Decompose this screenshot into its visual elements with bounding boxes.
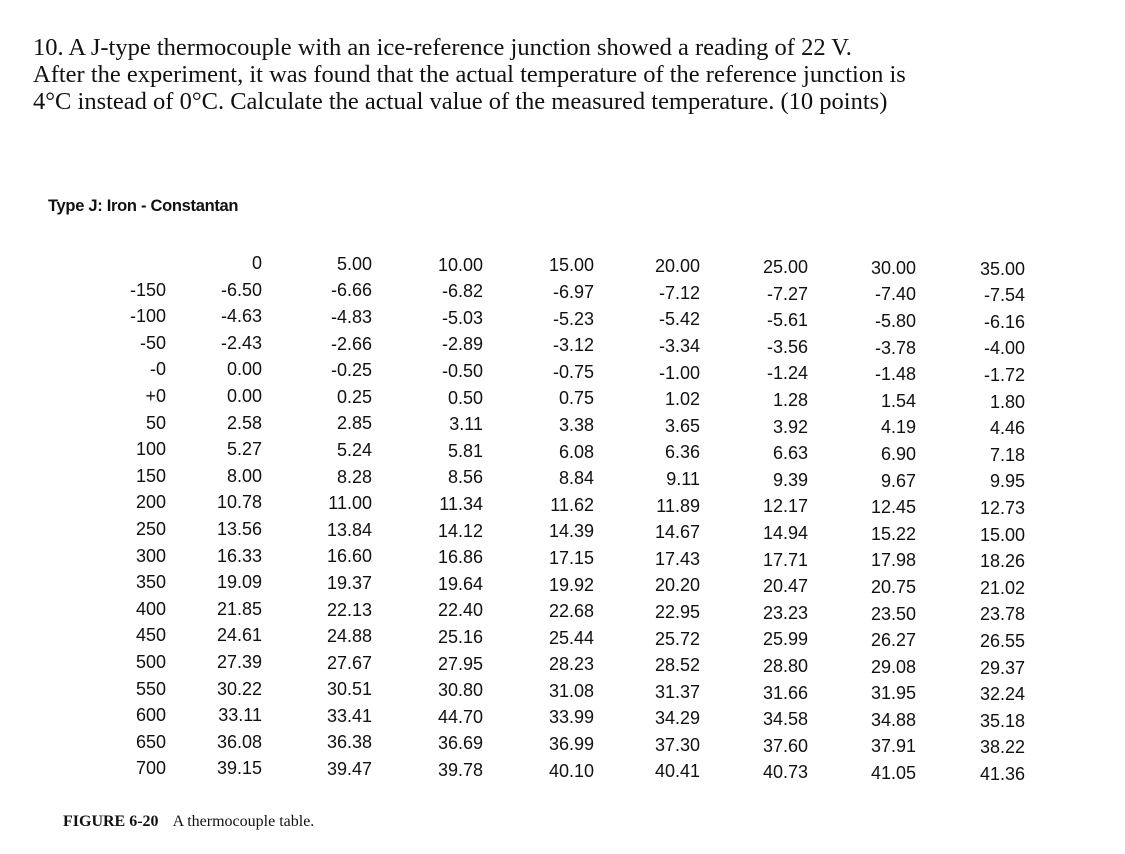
- table-cell: 36.69: [437, 733, 483, 754]
- table-row: [0, 386, 1125, 413]
- table-cell: 8.28: [336, 466, 372, 487]
- row-label: -50: [139, 332, 166, 353]
- table-cell: 31.95: [870, 683, 916, 704]
- table-cell: 31.08: [548, 680, 594, 701]
- table-row: [0, 758, 1125, 785]
- table-cell: 29.08: [870, 656, 916, 677]
- table-cell: 5.27: [226, 439, 262, 460]
- table-cell: 4.46: [989, 418, 1025, 439]
- table-cell: 23.78: [979, 604, 1025, 625]
- table-header-row: [0, 253, 1125, 280]
- table-cell: 35.18: [979, 710, 1025, 731]
- table-cell: 19.37: [326, 572, 372, 593]
- table-cell: 26.55: [979, 630, 1025, 651]
- table-cell: 12.17: [762, 496, 808, 517]
- table-cell: 4.19: [880, 417, 916, 438]
- table-cell: 11.34: [439, 493, 483, 514]
- row-label: -150: [129, 279, 166, 300]
- table-title: Type J: Iron - Constantan: [48, 197, 239, 215]
- table-cell: 31.66: [762, 682, 808, 703]
- table-row: [0, 679, 1125, 706]
- table-cell: 30.51: [326, 679, 372, 700]
- table-cell: 17.15: [548, 547, 594, 568]
- table-cell: -1.00: [658, 362, 700, 383]
- table-cell: 32.24: [979, 684, 1025, 705]
- table-cell: 39.15: [216, 758, 262, 779]
- table-cell: 30.80: [437, 680, 483, 701]
- table-cell: 34.29: [654, 708, 700, 729]
- table-cell: 33.99: [548, 707, 594, 728]
- table-cell: 25.99: [762, 629, 808, 650]
- row-label: 600: [135, 705, 166, 726]
- table-cell: 20.20: [654, 575, 700, 596]
- table-cell: 31.37: [654, 681, 700, 702]
- table-cell: -0.50: [441, 360, 483, 381]
- table-cell: -4.00: [983, 338, 1025, 359]
- table-cell: 21.85: [216, 598, 262, 619]
- table-cell: 20.47: [762, 576, 808, 597]
- table-cell: -4.63: [220, 306, 262, 327]
- table-cell: 20.75: [870, 576, 916, 597]
- table-row: [0, 492, 1125, 519]
- table-cell: 14.12: [437, 520, 483, 541]
- table-cell: 9.39: [772, 469, 808, 490]
- table-cell: -4.83: [330, 306, 372, 327]
- table-row: [0, 572, 1125, 599]
- row-label: 500: [135, 651, 166, 672]
- row-label: 200: [135, 492, 166, 513]
- table-row: [0, 439, 1125, 466]
- table-cell: 9.67: [880, 470, 916, 491]
- row-label: 350: [135, 572, 166, 593]
- question-text: [33, 34, 1093, 115]
- table-row: [0, 519, 1125, 546]
- table-cell: 10.78: [216, 492, 262, 513]
- table-cell: -2.89: [441, 334, 483, 355]
- table-cell: 6.36: [664, 442, 700, 463]
- table-cell: 11.62: [550, 494, 594, 515]
- table-cell: 22.68: [548, 601, 594, 622]
- table-cell: -6.97: [552, 281, 594, 302]
- table-cell: -3.78: [874, 337, 916, 358]
- figure-caption-text: A thermocouple table.: [172, 813, 315, 830]
- table-cell: 2.58: [226, 412, 262, 433]
- table-cell: 1.80: [989, 391, 1025, 412]
- thermocouple-table: [0, 253, 1125, 785]
- row-label: 150: [135, 465, 166, 486]
- table-cell: 15.22: [870, 523, 916, 544]
- table-cell: 14.94: [762, 522, 808, 543]
- figure-caption: [63, 813, 314, 831]
- row-label: 100: [135, 439, 166, 460]
- table-row: [0, 652, 1125, 679]
- table-cell: 6.08: [558, 441, 594, 462]
- table-cell: 16.86: [437, 547, 483, 568]
- table-cell: 23.23: [762, 602, 808, 623]
- table-cell: -3.12: [552, 335, 594, 356]
- question-line: After the experiment, it was found that the actual temperature of the reference junction is: [33, 61, 906, 88]
- table-cell: -6.50: [220, 279, 262, 300]
- table-cell: 18.26: [979, 551, 1025, 572]
- table-cell: -6.66: [330, 280, 372, 301]
- table-cell: 29.37: [979, 657, 1025, 678]
- table-cell: -7.12: [658, 282, 700, 303]
- table-cell: 8.84: [558, 468, 594, 489]
- table-row: [0, 359, 1125, 386]
- column-header: 0: [251, 253, 262, 273]
- table-cell: 0.00: [226, 359, 262, 380]
- table-cell: 33.11: [218, 705, 262, 726]
- table-cell: -6.82: [441, 281, 483, 302]
- row-label: 250: [135, 518, 166, 539]
- table-row: [0, 625, 1125, 652]
- table-cell: 15.00: [979, 524, 1025, 545]
- table-cell: -0.75: [552, 361, 594, 382]
- table-cell: 39.47: [326, 759, 372, 780]
- table-cell: -6.16: [983, 311, 1025, 332]
- table-cell: -7.54: [983, 285, 1025, 306]
- table-cell: 3.11: [449, 414, 483, 435]
- table-row: [0, 705, 1125, 732]
- table-cell: 12.73: [979, 497, 1025, 518]
- table-cell: 39.78: [437, 759, 483, 780]
- table-cell: 12.45: [870, 497, 916, 518]
- table-cell: 21.02: [979, 577, 1025, 598]
- row-label: 550: [135, 678, 166, 699]
- table-cell: 36.08: [216, 731, 262, 752]
- table-row: [0, 546, 1125, 573]
- table-cell: 1.28: [772, 389, 808, 410]
- table-cell: 17.98: [870, 550, 916, 571]
- table-cell: -0.25: [330, 360, 372, 381]
- table-cell: 26.27: [870, 630, 916, 651]
- table-cell: 23.50: [870, 603, 916, 624]
- table-cell: 0.25: [336, 386, 372, 407]
- column-header: 35.00: [979, 258, 1025, 279]
- table-row: [0, 333, 1125, 360]
- table-cell: 11.00: [328, 493, 372, 514]
- table-cell: 22.13: [326, 599, 372, 620]
- table-row: [0, 413, 1125, 440]
- table-cell: 40.10: [548, 760, 594, 781]
- table-cell: 37.91: [870, 736, 916, 757]
- table-cell: -5.80: [874, 310, 916, 331]
- table-cell: 19.64: [437, 573, 483, 594]
- table-cell: 6.63: [772, 443, 808, 464]
- column-header: 15.00: [548, 255, 594, 276]
- table-cell: 28.52: [654, 655, 700, 676]
- table-cell: 5.24: [336, 439, 372, 460]
- column-header: 10.00: [437, 254, 483, 275]
- table-cell: 2.85: [336, 413, 372, 434]
- table-cell: 40.41: [654, 761, 700, 782]
- table-cell: 1.54: [880, 390, 916, 411]
- table-cell: 14.67: [654, 522, 700, 543]
- figure-label: FIGURE 6-20: [63, 813, 159, 830]
- table-cell: -5.61: [766, 310, 808, 331]
- table-cell: -7.27: [766, 283, 808, 304]
- table-cell: 11.89: [656, 495, 700, 516]
- row-label: 650: [135, 731, 166, 752]
- table-cell: 34.88: [870, 709, 916, 730]
- table-row: [0, 306, 1125, 333]
- table-cell: -5.03: [441, 307, 483, 328]
- table-cell: -3.34: [658, 335, 700, 356]
- table-cell: 19.09: [216, 572, 262, 593]
- table-cell: 27.67: [326, 652, 372, 673]
- table-cell: 14.39: [548, 521, 594, 542]
- row-label: 700: [135, 758, 166, 779]
- table-row: [0, 599, 1125, 626]
- column-header: 5.00: [336, 253, 372, 274]
- table-cell: -1.24: [766, 363, 808, 384]
- column-header: 20.00: [654, 256, 700, 277]
- table-cell: 16.33: [216, 545, 262, 566]
- table-cell: 44.70: [437, 706, 483, 727]
- table-cell: 3.65: [664, 415, 700, 436]
- column-header: 25.00: [762, 257, 808, 277]
- row-label: 50: [145, 412, 166, 433]
- table-cell: 0.50: [447, 387, 483, 408]
- table-cell: 38.22: [979, 737, 1025, 758]
- row-label: 450: [135, 625, 166, 646]
- column-header: 30.00: [870, 257, 916, 278]
- table-cell: -2.66: [330, 333, 372, 354]
- table-cell: -5.42: [658, 309, 700, 330]
- row-label: -100: [129, 306, 166, 327]
- table-cell: 25.72: [654, 628, 700, 649]
- table-cell: 17.71: [762, 549, 808, 570]
- table-cell: 16.60: [326, 546, 372, 567]
- row-label: +0: [145, 385, 166, 406]
- table-cell: -3.56: [766, 336, 808, 357]
- table-cell: 3.38: [558, 414, 594, 435]
- table-cell: -2.43: [220, 332, 262, 353]
- table-cell: 3.92: [772, 416, 808, 437]
- table-cell: 24.88: [326, 626, 372, 647]
- table-cell: 34.58: [762, 709, 808, 730]
- table-cell: 0.75: [558, 388, 594, 409]
- row-label: -0: [149, 359, 166, 380]
- table-cell: 27.95: [437, 653, 483, 674]
- table-cell: 5.81: [447, 440, 483, 461]
- table-cell: 30.22: [216, 678, 262, 699]
- table-cell: 24.61: [216, 625, 262, 646]
- table-cell: 22.95: [654, 601, 700, 622]
- table-cell: 25.44: [548, 627, 594, 648]
- row-label: 400: [135, 598, 166, 619]
- table-row: [0, 280, 1125, 307]
- table-cell: 28.23: [548, 654, 594, 675]
- table-cell: 6.90: [880, 443, 916, 464]
- table-cell: -5.23: [552, 308, 594, 329]
- table-cell: 13.84: [326, 519, 372, 540]
- table-cell: 41.36: [979, 763, 1025, 784]
- table-cell: 25.16: [437, 626, 483, 647]
- table-cell: 40.73: [762, 762, 808, 783]
- table-row: [0, 466, 1125, 493]
- row-label: 300: [135, 545, 166, 566]
- table-cell: 37.30: [654, 734, 700, 755]
- table-cell: 36.38: [326, 732, 372, 753]
- table-cell: 13.56: [216, 518, 262, 539]
- table-cell: 1.02: [664, 389, 700, 410]
- table-cell: 19.92: [548, 574, 594, 595]
- table-cell: -7.40: [874, 284, 916, 305]
- table-cell: 9.11: [666, 468, 700, 489]
- table-cell: 17.43: [654, 548, 700, 569]
- table-cell: 37.60: [762, 735, 808, 756]
- table-cell: -1.48: [874, 364, 916, 385]
- table-cell: 8.56: [447, 467, 483, 488]
- table-cell: 7.18: [989, 444, 1025, 465]
- table-cell: 0.00: [226, 385, 262, 406]
- table-cell: 27.39: [216, 651, 262, 672]
- table-cell: 41.05: [870, 763, 916, 784]
- table-cell: 33.41: [326, 705, 372, 726]
- question-line: 4°C instead of 0°C. Calculate the actual value of the measured temperature. (10 points): [33, 88, 888, 115]
- table-cell: 9.95: [989, 471, 1025, 492]
- table-cell: 8.00: [226, 465, 262, 486]
- table-row: [0, 732, 1125, 759]
- table-cell: 22.40: [437, 600, 483, 621]
- question-line: 10. A J-type thermocouple with an ice-reference junction showed a reading of 22 V.: [33, 34, 852, 61]
- table-cell: 36.99: [548, 734, 594, 755]
- table-cell: 28.80: [762, 655, 808, 676]
- table-cell: -1.72: [983, 364, 1025, 385]
